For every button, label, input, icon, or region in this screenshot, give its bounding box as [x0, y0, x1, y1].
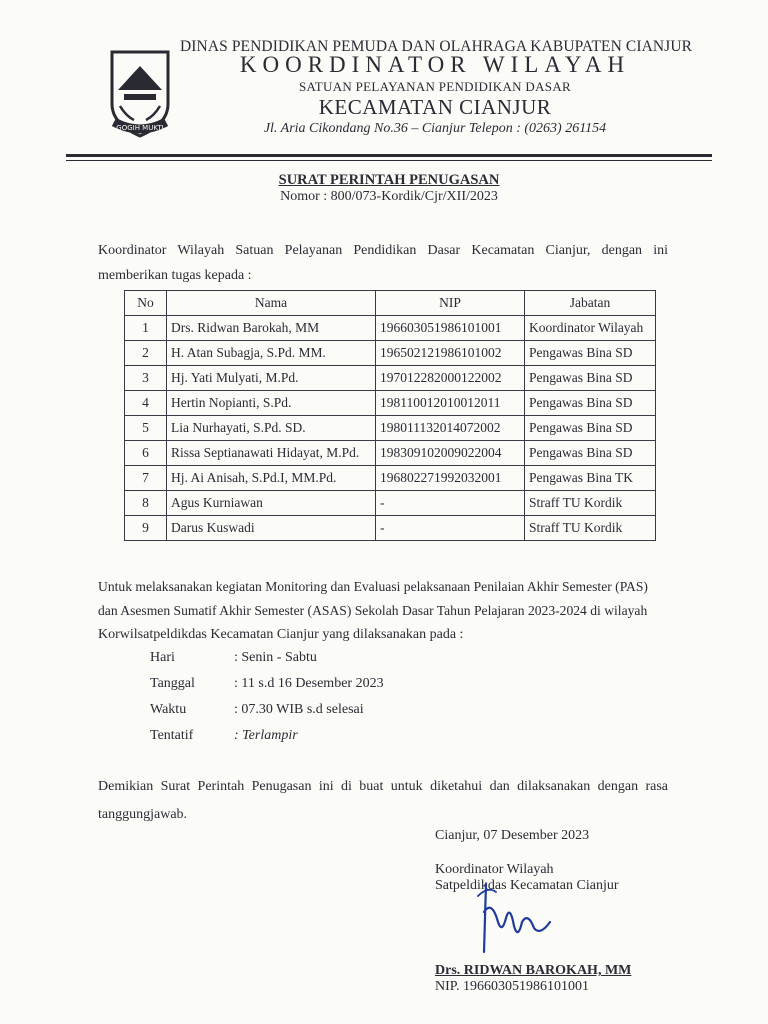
closing-line-2: tanggungjawab. [98, 807, 188, 822]
row-nip: 196502121986101002 [376, 341, 525, 366]
signatory-name: Drs. RIDWAN BAROKAH, MM [435, 963, 632, 978]
row-nama: Agus Kurniawan [167, 491, 376, 516]
letterhead-agency: DINAS PENDIDIKAN PEMUDA DAN OLAHRAGA KABUPATEN CIANJUR [180, 38, 693, 55]
row-no: 6 [125, 441, 167, 466]
table-row [125, 466, 656, 491]
letterhead-thin-rule [66, 160, 712, 161]
signature-place-date: Cianjur, 07 Desember 2023 [435, 828, 590, 843]
detail-value: : Senin - Sabtu [234, 650, 317, 665]
row-jabatan: Pengawas Bina SD [525, 341, 656, 366]
row-jabatan: Pengawas Bina TK [525, 466, 656, 491]
header-no: No [125, 291, 167, 316]
table-row [125, 391, 656, 416]
row-no: 2 [125, 341, 167, 366]
table-row [125, 366, 656, 391]
detail-row-hari [150, 650, 384, 676]
purpose-line-1: Untuk melaksanakan kegiatan Monitoring dan Evaluasi pelaksanaan Penilaian Akhir Semester (PAS) [98, 579, 648, 594]
row-no: 1 [125, 316, 167, 341]
letterhead-unit: SATUAN PELAYANAN PENDIDIKAN DASAR [299, 79, 571, 94]
purpose-paragraph [98, 575, 668, 647]
letterhead-address: Jl. Aria Cikondang No.36 – Cianjur Telepon : (0263) 261154 [263, 121, 607, 136]
document-title: SURAT PERINTAH PENUGASAN [278, 172, 500, 188]
row-no: 3 [125, 366, 167, 391]
row-nip: 197012282000122002 [376, 366, 525, 391]
row-jabatan: Pengawas Bina SD [525, 441, 656, 466]
document-number: Nomor : 800/073-Kordik/Cjr/XII/2023 [280, 189, 498, 204]
signature-role-unit: Satpeldikdas Kecamatan Cianjur [435, 878, 619, 893]
row-nama: Lia Nurhayati, S.Pd. SD. [167, 416, 376, 441]
table-row [125, 416, 656, 441]
detail-value: : 07.30 WIB s.d selesai [234, 702, 364, 717]
closing-line-1: Demikian Surat Perintah Penugasan ini di buat untuk diketahui dan dilaksanakan dengan rasa [98, 779, 668, 794]
assignment-table [124, 290, 656, 541]
table-header-row [125, 291, 656, 316]
handwritten-signature [468, 882, 558, 962]
letterhead-thick-rule [66, 154, 712, 157]
detail-label: Waktu [150, 702, 187, 717]
detail-value: : Terlampir [234, 728, 298, 743]
letterhead-title: KOORDINATOR WILAYAH [239, 52, 631, 77]
row-no: 4 [125, 391, 167, 416]
row-jabatan: Pengawas Bina SD [525, 391, 656, 416]
row-nip: - [376, 516, 525, 541]
detail-row-waktu [150, 702, 384, 728]
signatory-nip: NIP. 196603051986101001 [435, 979, 590, 994]
detail-row-tanggal [150, 676, 384, 702]
detail-label: Hari [150, 650, 175, 665]
row-nip: 196802271992032001 [376, 466, 525, 491]
row-nip: 198011132014072002 [376, 416, 525, 441]
row-jabatan: Straff TU Kordik [525, 516, 656, 541]
intro-line-1: Koordinator Wilayah Satuan Pelayanan Pendidikan Dasar Kecamatan Cianjur, dengan ini [98, 243, 668, 258]
header-jabatan: Jabatan [525, 291, 656, 316]
table-row [125, 441, 656, 466]
purpose-line-3: Korwilsatpeldikdas Kecamatan Cianjur yang dilaksanakan pada : [98, 627, 464, 642]
logo-motto: GOGIH MUKTI [116, 124, 164, 132]
row-nama: Darus Kuswadi [167, 516, 376, 541]
row-jabatan: Pengawas Bina SD [525, 416, 656, 441]
row-nama: Hj. Yati Mulyati, M.Pd. [167, 366, 376, 391]
signature-role: Koordinator Wilayah [435, 862, 554, 877]
regency-logo [104, 44, 176, 140]
row-no: 7 [125, 466, 167, 491]
row-nama: Drs. Ridwan Barokah, MM [167, 316, 376, 341]
header-nama: Nama [167, 291, 376, 316]
letterhead-district: KECAMATAN CIANJUR [318, 95, 552, 119]
row-no: 8 [125, 491, 167, 516]
intro-line-2: memberikan tugas kepada : [98, 268, 252, 283]
row-nama: H. Atan Subagja, S.Pd. MM. [167, 341, 376, 366]
row-no: 5 [125, 416, 167, 441]
row-nip: 196603051986101001 [376, 316, 525, 341]
row-jabatan: Straff TU Kordik [525, 491, 656, 516]
table-row [125, 316, 656, 341]
intro-paragraph [98, 238, 668, 288]
header-nip: NIP [376, 291, 525, 316]
detail-label: Tentatif [150, 728, 194, 743]
row-nama: Hertin Nopianti, S.Pd. [167, 391, 376, 416]
row-nip: - [376, 491, 525, 516]
row-no: 9 [125, 516, 167, 541]
row-nip: 198110012010012011 [376, 391, 525, 416]
table-row [125, 516, 656, 541]
purpose-line-2: dan Asesmen Sumatif Akhir Semester (ASAS) Sekolah Dasar Tahun Pelajaran 2023-2024 di wilayah [98, 603, 648, 618]
table-row [125, 491, 656, 516]
detail-row-tentatif [150, 728, 384, 754]
schedule-details [150, 650, 384, 754]
detail-label: Tanggal [150, 676, 195, 691]
row-nip: 198309102009022004 [376, 441, 525, 466]
row-nama: Rissa Septianawati Hidayat, M.Pd. [167, 441, 376, 466]
row-nama: Hj. Ai Anisah, S.Pd.I, MM.Pd. [167, 466, 376, 491]
closing-paragraph [98, 773, 668, 829]
table-row [125, 341, 656, 366]
row-jabatan: Pengawas Bina SD [525, 366, 656, 391]
row-jabatan: Koordinator Wilayah [525, 316, 656, 341]
detail-value: : 11 s.d 16 Desember 2023 [234, 676, 384, 691]
